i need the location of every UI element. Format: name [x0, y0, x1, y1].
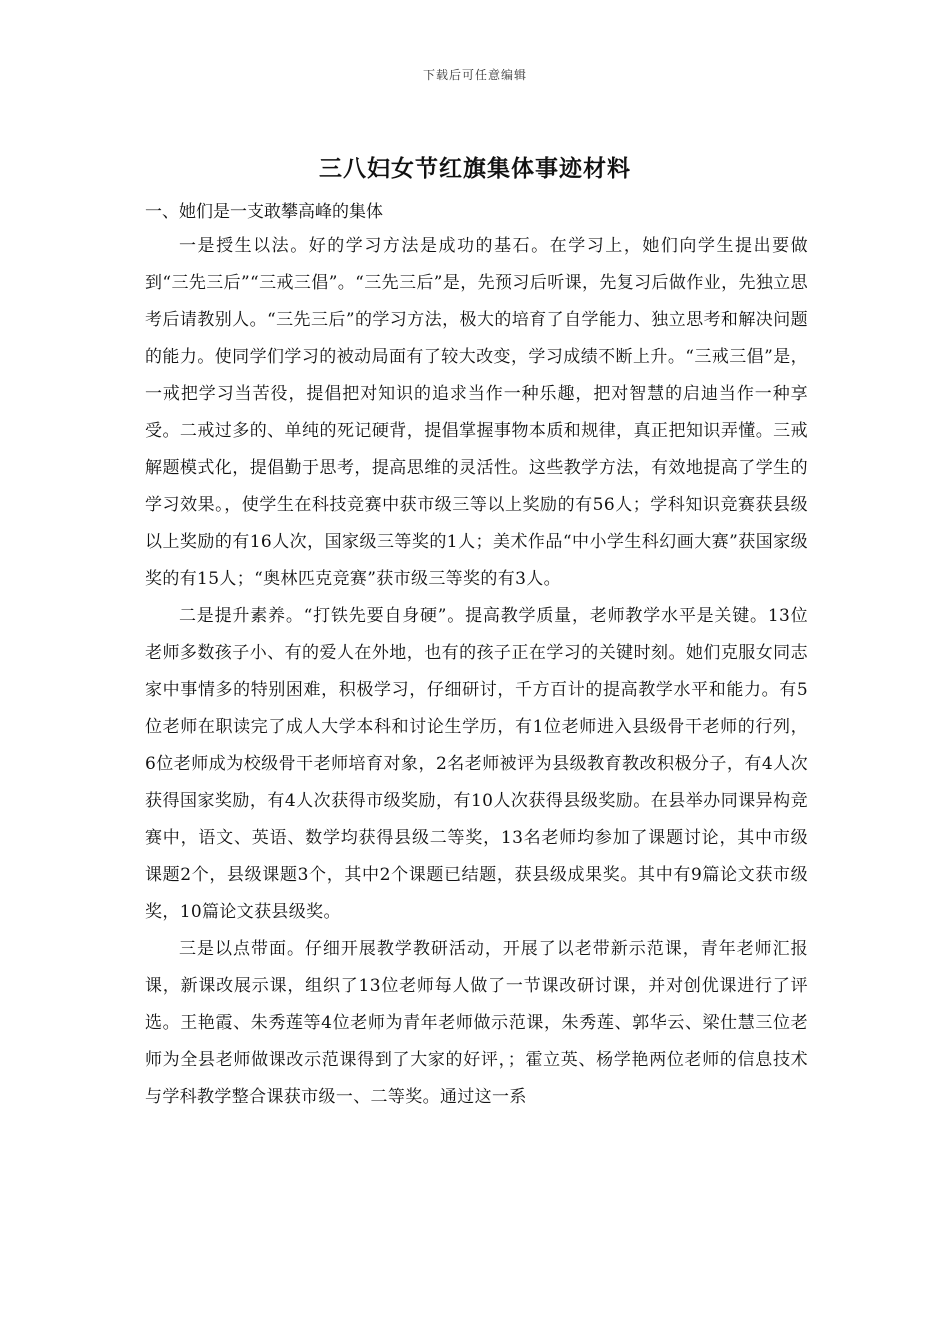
header-note: 下载后可任意编辑: [422, 68, 527, 82]
paragraph-3: 三是以点带面。仔细开展教学教研活动，开展了以老带新示范课，青年老师汇报课，新课改展示课，组织了13位老师每人做了一节课改研讨课，并对创优课进行了评选。王艳霞、朱秀莲等4位老师为青年老师做示范课，朱秀莲、郭华云、梁仕慧三位老师为全县老师做课改示范课得到了大家的好评，；霍立英、杨学艳两位老师的信息技术与学科教学整合课获市级一、二等奖。通过这一系: [145, 939, 808, 1107]
paragraph-2: 二是提升素养。“打铁先要自身硬”。提高教学质量，老师教学水平是关键。13位老师多数孩子小、有的爱人在外地，也有的孩子正在学习的关键时刻。她们克服女同志家中事情多的特别困难，积极学习，仔细研讨，千方百计的提高教学水平和能力。有5位老师在职读完了成人大学本科和讨论生学历，有1位老师进入县级骨干老师的行列，6位老师成为校级骨干老师培育对象，2名老师被评为县级教育教改积极分子，有4人次获得国家奖励，有4人次获得市级奖励，有10人次获得县级奖励。在县举办同课异构竞赛中，语文、英语、数学均获得县级二等奖，13名老师均参加了课题讨论，其中市级课题2个，县级课题3个，其中2个课题已结题，获县级成果奖。其中有9篇论文获市级奖，10篇论文获县级奖。: [145, 606, 808, 922]
document-body: [145, 198, 808, 1116]
section-heading: 一、她们是一支敢攀高峰的集体: [145, 202, 383, 222]
paragraph-1: 一是授生以法。好的学习方法是成功的基石。在学习上，她们向学生提出要做到“三先三后”“三戒三倡”。“三先三后”是，先预习后听课，先复习后做作业，先独立思考后请教别人。“三先三后”的学习方法，极大的培育了自学能力、独立思考和解决问题的能力。使同学们学习的被动局面有了较大改变，学习成绩不断上升。“三戒三倡”是，一戒把学习当苦役，提倡把对知识的追求当作一种乐趣，把对智慧的启迪当作一种享受。二戒过多的、单纯的死记硬背，提倡掌握事物本质和规律，真正把知识弄懂。三戒解题模式化，提倡勤于思考，提高思维的灵活性。这些教学方法，有效地提高了学生的学习效果。，使学生在科技竞赛中获市级三等以上奖励的有56人；学科知识竞赛获县级以上奖励的有16人次，国家级三等奖的1人；美术作品“中小学生科幻画大赛”获国家级奖的有15人；“奥林匹克竞赛”获市级三等奖的有3人。: [145, 236, 808, 589]
document-title: 三八妇女节红旗集体事迹材料: [319, 155, 631, 182]
